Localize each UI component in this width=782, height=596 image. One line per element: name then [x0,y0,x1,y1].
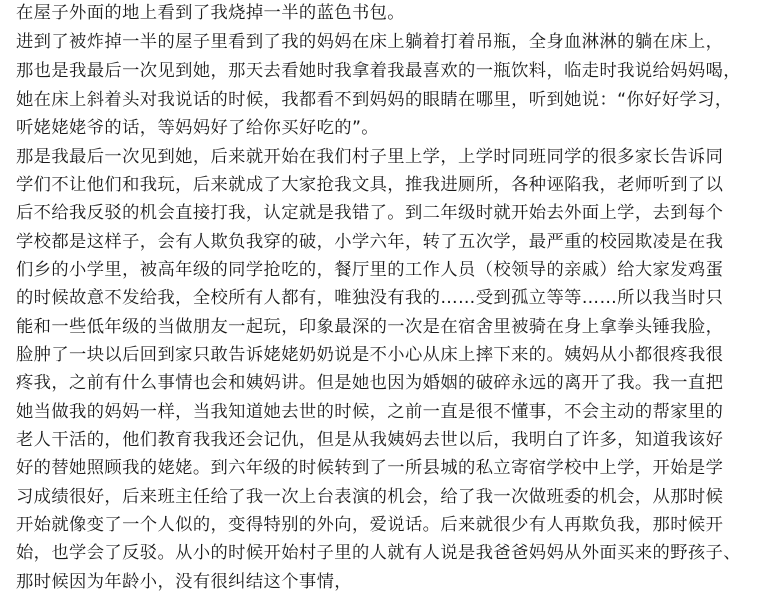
text-line: 开始就像变了一个人似的，变得特别的外向，爱说话。后来就很少有人再欺负我，那时候开 [16,515,724,535]
text-line: 她在床上斜着头对我说话的时候，我都看不到妈妈的眼睛在哪里，听到她说：“你好好学习， [16,90,733,110]
text-line: 们乡的小学里，被高年级的同学抢吃的，餐厅里的工作人员（校领导的亲戚）给大家发鸡蛋 [16,260,724,280]
text-line: 学们不让他们和我玩，后来就成了大家抢我文具，推我进厕所，各种诬陷我，老师听到了以 [16,175,724,195]
text-line: 那时候因为年龄小，没有很纠结这个事情， [16,572,352,592]
text-line: 的时候故意不发给我，全校所有人都有，唯独没有我的……受到孤立等等……所以我当时只 [16,288,724,308]
text-line: 那是我最后一次见到她，后来就开始在我们村子里上学，上学时同班同学的很多家长告诉同 [16,147,724,167]
text-line: 在屋子外面的地上看到了我烧掉一半的蓝色书包。 [16,3,405,23]
text-line: 听姥姥姥爷的话，等妈妈好了给你买好吃的”。 [16,118,379,138]
text-line: 学校都是这样子，会有人欺负我穿的破，小学六年，转了五次学，最严重的校园欺凌是在我 [16,232,724,252]
text-line: 能和一些低年级的当做朋友一起玩，印象最深的一次是在宿舍里被骑在身上拿拳头锤我脸， [16,317,724,337]
text-line: 进到了被炸掉一半的屋子里看到了我的妈妈在床上躺着打着吊瓶，全身血淋淋的躺在床上， [16,32,724,52]
text-line: 疼我，之前有什么事情也会和姨妈讲。但是她也因为婚姻的破碎永远的离开了我。我一直把 [16,373,724,393]
text-line: 老人干活的，他们教育我我还会记仇，但是从我姨妈去世以后，我明白了许多，知道我该好 [16,430,724,450]
text-line: 那也是我最后一次见到她，那天去看她时我拿着我最喜欢的一瓶饮料，临走时我说给妈妈喝， [16,61,741,81]
text-line: 好的替她照顾我的姥姥。到六年级的时候转到了一所县城的私立寄宿学校中上学，开始是学 [16,458,724,478]
text-line: 始，也学会了反驳。从小的时候开始村子里的人就有人说是我爸爸妈妈从外面买来的野孩子、 [16,543,741,563]
text-line: 脸肿了一块以后回到家只敢告诉姥姥奶奶说是不小心从床上摔下来的。姨妈从小都很疼我很 [16,345,724,365]
text-line: 后不给我反驳的机会直接打我，认定就是我错了。到二年级时就开始去外面上学，去到每个 [16,203,724,223]
text-line: 习成绩很好，后来班主任给了我一次上台表演的机会，给了我一次做班委的机会，从那时候 [16,487,724,507]
text-line: 她当做我的妈妈一样，当我知道她去世的时候，之前一直是很不懂事，不会主动的帮家里的 [16,402,724,422]
